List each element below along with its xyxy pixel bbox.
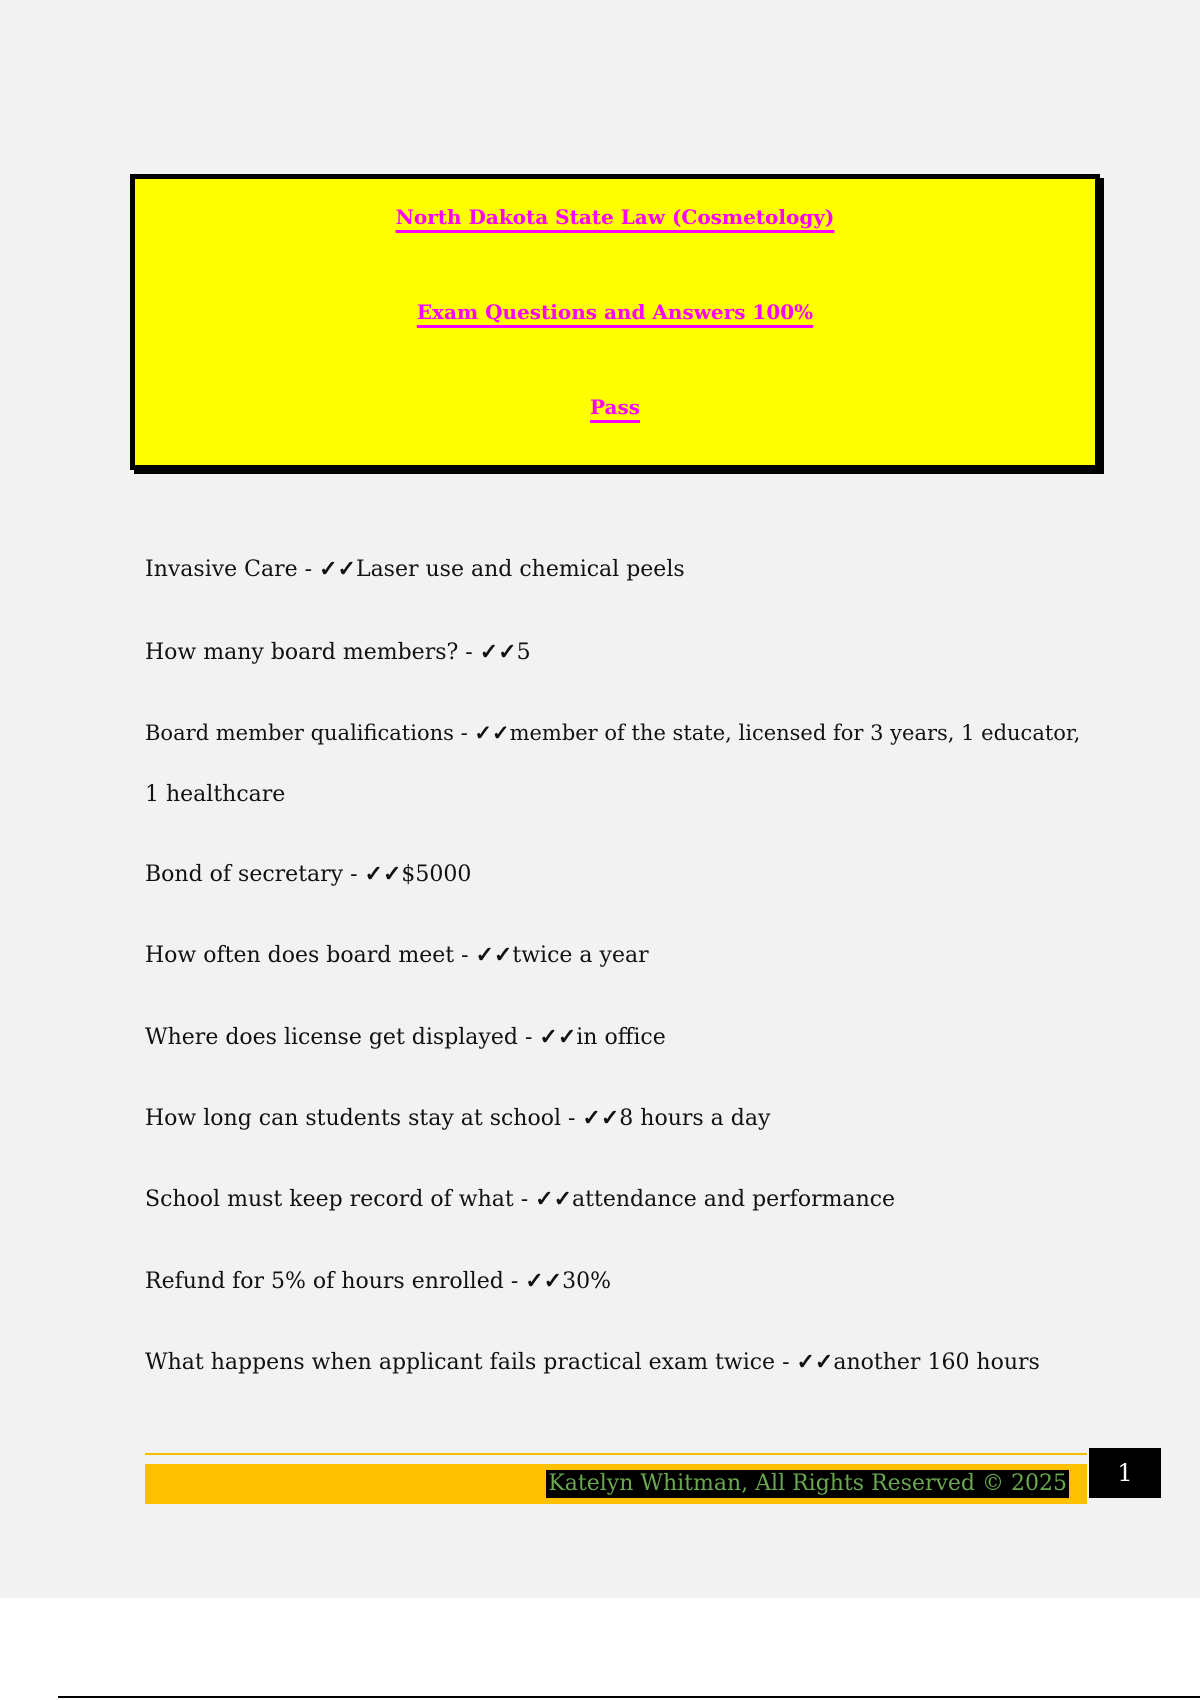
qa-item-continuation [145,781,285,809]
answer-text: twice a year [512,943,649,968]
check-mark-icon: ✓✓ [525,1268,563,1294]
footer-copyright: Katelyn Whitman, All Rights Reserved © 2025 [548,1471,1067,1496]
check-mark-icon: ✓✓ [796,1349,834,1375]
page-separator [58,1696,1200,1698]
footer-bar [145,1464,1087,1504]
question-text: School must keep record of what - [145,1187,536,1212]
question-text: What happens when applicant fails practical exam twice - [145,1350,797,1375]
title-box [130,174,1100,470]
question-text: Where does license get displayed - [145,1025,540,1050]
footer-divider [145,1453,1087,1455]
qa-item [145,1348,1040,1377]
check-mark-icon: ✓✓ [319,556,356,582]
question-text: How many board members? - [145,640,480,665]
question-text: How long can students stay at school - [145,1106,583,1131]
qa-item [145,860,471,889]
answer-continuation-text: 1 healthcare [145,782,286,807]
qa-item [145,555,685,584]
answer-text: 5 [516,640,531,665]
qa-item [145,719,1080,747]
answer-text: another 160 hours [833,1350,1040,1375]
question-text: Invasive Care - [145,557,320,582]
qa-item [145,941,649,970]
answer-text: member of the state, licensed for 3 years, 1 educator, [509,721,1081,745]
page-number: 1 [1089,1448,1161,1498]
qa-item [145,1104,770,1133]
check-mark-icon: ✓✓ [475,942,513,968]
answer-text: Laser use and chemical peels [355,557,685,582]
check-mark-icon: ✓✓ [539,1024,577,1050]
answer-text: 30% [562,1269,612,1294]
title-line-3: Pass [590,395,640,419]
title-line-2: Exam Questions and Answers 100% [416,300,814,324]
answer-text: $5000 [401,862,472,887]
check-mark-icon: ✓✓ [479,639,517,665]
qa-item [145,1185,895,1214]
title-line-1: North Dakota State Law (Cosmetology) [395,205,835,229]
answer-text: attendance and performance [572,1187,896,1212]
qa-item [145,638,531,667]
qa-item [145,1267,611,1296]
question-text: How often does board meet - [145,943,476,968]
answer-text: in office [576,1025,666,1050]
check-mark-icon: ✓✓ [582,1105,620,1131]
check-mark-icon: ✓✓ [474,720,510,745]
question-text: Bond of secretary - [145,862,365,887]
check-mark-icon: ✓✓ [364,861,402,887]
answer-text: 8 hours a day [619,1106,771,1131]
check-mark-icon: ✓✓ [535,1186,573,1212]
qa-item [145,1023,666,1052]
question-text: Refund for 5% of hours enrolled - [145,1269,526,1294]
question-text: Board member qualifications - [145,721,475,745]
